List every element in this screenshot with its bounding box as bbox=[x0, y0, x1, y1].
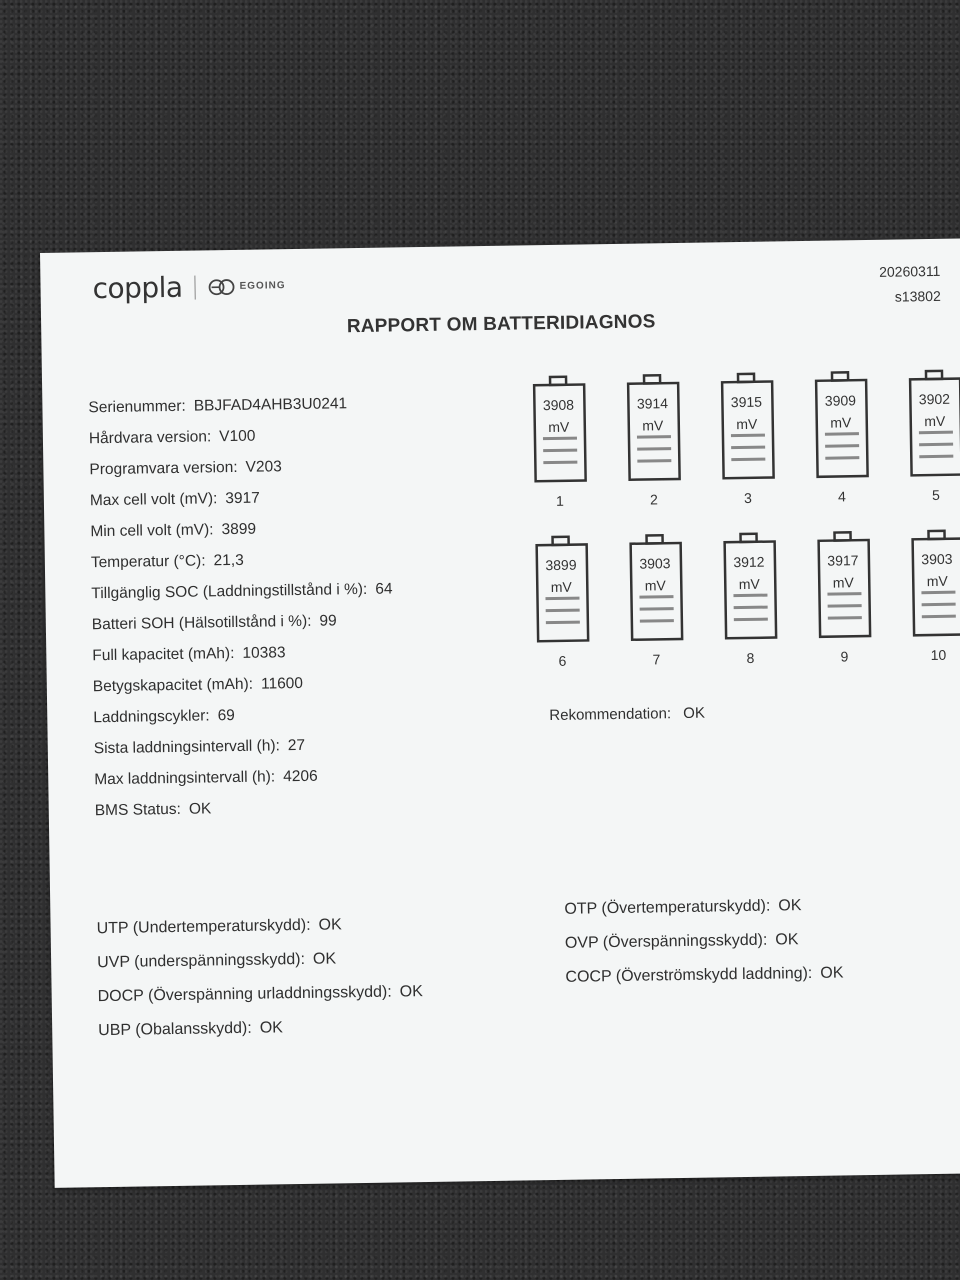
field-row bbox=[92, 635, 394, 671]
recommendation-label: Rekommendation: bbox=[549, 705, 672, 725]
cell-voltage: 3899 bbox=[545, 556, 577, 574]
cell-index: 3 bbox=[743, 489, 752, 506]
cell-index: 10 bbox=[930, 646, 947, 664]
protection-label: DOCP (Överspänning urladdningsskydd): bbox=[97, 983, 392, 1006]
field-row bbox=[94, 728, 396, 764]
coppla-logo-text: coppla bbox=[92, 270, 183, 306]
protection-label: OTP (Övertemperaturskydd): bbox=[564, 897, 771, 918]
battery-cell bbox=[908, 368, 960, 504]
battery-cell bbox=[814, 370, 876, 505]
battery-cell bbox=[910, 528, 960, 664]
cell-index: 7 bbox=[652, 651, 661, 668]
cell-voltage-unit: mV bbox=[924, 412, 946, 430]
battery-cell bbox=[532, 374, 594, 509]
battery-cell bbox=[534, 534, 596, 669]
field-value: BBJFAD4AHB3U0241 bbox=[193, 395, 348, 415]
protection-label: OVP (Överspänningsskydd): bbox=[564, 931, 768, 952]
field-label: Hårdvara version: bbox=[88, 428, 212, 448]
field-value: 69 bbox=[217, 706, 236, 725]
field-label: Batteri SOH (Hälsotillstånd i %): bbox=[91, 612, 312, 634]
cell-voltage-unit: mV bbox=[926, 572, 948, 590]
field-row bbox=[89, 450, 391, 486]
field-label: Min cell volt (mV): bbox=[90, 521, 214, 541]
protection-label: COCP (Överströmskydd laddning): bbox=[565, 964, 813, 986]
protection-label: UTP (Undertemperaturskydd): bbox=[96, 916, 311, 938]
cell-voltage-unit: mV bbox=[738, 575, 760, 593]
field-value: 3899 bbox=[221, 520, 257, 539]
field-row bbox=[93, 697, 395, 733]
field-label: Full kapacitet (mAh): bbox=[92, 644, 235, 665]
field-row bbox=[91, 574, 393, 610]
field-value: 10383 bbox=[242, 644, 286, 662]
protections-right bbox=[564, 888, 844, 994]
protection-row bbox=[97, 941, 423, 980]
cell-voltage-unit: mV bbox=[830, 414, 852, 431]
cell-index: 4 bbox=[837, 488, 846, 505]
field-row bbox=[95, 790, 397, 826]
field-row bbox=[90, 481, 392, 517]
protection-row bbox=[565, 956, 844, 994]
egoing-logo-icon bbox=[207, 277, 235, 295]
cell-voltage-unit: mV bbox=[736, 415, 758, 433]
cell-index: 8 bbox=[746, 649, 755, 666]
field-label: Laddningscykler: bbox=[93, 707, 210, 727]
protection-row bbox=[565, 922, 844, 960]
field-value: 11600 bbox=[260, 674, 304, 693]
field-row bbox=[89, 419, 391, 455]
report-title: RAPPORT OM BATTERIDIAGNOS bbox=[346, 311, 656, 338]
field-value: 64 bbox=[375, 580, 393, 598]
battery-cell bbox=[722, 531, 784, 666]
cell-voltage: 3909 bbox=[824, 392, 857, 409]
protection-label: UBP (Obalansskydd): bbox=[98, 1019, 252, 1040]
cell-voltage: 3902 bbox=[918, 390, 951, 408]
field-label: Sista laddningsintervall (h): bbox=[93, 737, 280, 758]
battery-cell bbox=[626, 373, 688, 508]
protection-value: OK bbox=[399, 983, 423, 1001]
cell-index: 9 bbox=[840, 648, 849, 665]
protection-value: OK bbox=[259, 1019, 284, 1037]
protection-row bbox=[96, 907, 422, 946]
protection-value: OK bbox=[820, 964, 844, 982]
recommendation-value: OK bbox=[683, 704, 706, 722]
protection-row bbox=[98, 1009, 424, 1048]
field-label: Programvara version: bbox=[89, 458, 238, 479]
protection-value: OK bbox=[318, 916, 342, 934]
report-ref: s13802 bbox=[894, 287, 941, 305]
field-row bbox=[92, 605, 394, 641]
cell-voltage: 3917 bbox=[827, 552, 859, 569]
field-row bbox=[88, 388, 390, 424]
protection-value: OK bbox=[312, 950, 337, 968]
cell-index: 6 bbox=[558, 652, 567, 669]
protection-value: OK bbox=[775, 931, 799, 949]
cell-voltage-unit: mV bbox=[642, 417, 664, 434]
cell-voltage-unit: mV bbox=[832, 574, 854, 591]
cell-voltage: 3908 bbox=[542, 396, 575, 414]
cell-voltage-unit: mV bbox=[550, 578, 572, 596]
field-value: V203 bbox=[245, 458, 282, 476]
field-label: Max cell volt (mV): bbox=[89, 490, 218, 510]
cell-voltage-unit: mV bbox=[548, 418, 570, 436]
field-value: 21,3 bbox=[213, 551, 244, 570]
egoing-logo-text: EGOING bbox=[239, 280, 286, 292]
protections-left bbox=[96, 907, 423, 1048]
protection-row bbox=[564, 888, 843, 926]
cell-voltage: 3912 bbox=[733, 553, 765, 571]
protection-value: OK bbox=[778, 897, 802, 915]
cell-voltage: 3903 bbox=[921, 550, 953, 568]
field-value: OK bbox=[188, 800, 212, 818]
protection-label: UVP (underspänningsskydd): bbox=[97, 950, 306, 972]
cell-index: 1 bbox=[555, 492, 564, 509]
field-label: Betygskapacitet (mAh): bbox=[92, 675, 254, 696]
protection-row bbox=[97, 975, 423, 1014]
battery-cell bbox=[628, 533, 690, 668]
field-value: 3917 bbox=[225, 489, 260, 508]
field-label: Max laddningsintervall (h): bbox=[94, 768, 276, 789]
field-row bbox=[90, 512, 392, 548]
cell-index: 5 bbox=[931, 486, 940, 504]
field-row bbox=[93, 666, 395, 702]
field-value: 99 bbox=[319, 612, 337, 630]
field-value: 27 bbox=[287, 736, 306, 755]
cell-voltage: 3915 bbox=[730, 393, 763, 411]
cell-index: 2 bbox=[649, 491, 658, 508]
field-value: V100 bbox=[219, 427, 256, 446]
field-label: Tillgänglig SOC (Laddningstillstånd i %): bbox=[91, 580, 368, 603]
brand-logo bbox=[92, 269, 286, 305]
battery-cells-grid bbox=[532, 368, 960, 695]
cell-voltage: 3914 bbox=[636, 395, 669, 412]
field-value: 4206 bbox=[283, 767, 318, 786]
cell-voltage-unit: mV bbox=[644, 577, 666, 594]
recommendation bbox=[549, 705, 705, 724]
battery-cell bbox=[720, 371, 782, 506]
field-label: Serienummer: bbox=[88, 397, 186, 417]
battery-cell bbox=[816, 530, 878, 665]
report-date: 20260311 bbox=[879, 262, 941, 280]
field-row bbox=[94, 759, 396, 795]
report-meta bbox=[879, 259, 941, 310]
field-label: BMS Status: bbox=[94, 800, 182, 820]
report-paper bbox=[40, 238, 960, 1188]
field-list bbox=[88, 388, 396, 827]
logo-divider bbox=[194, 275, 195, 299]
cell-voltage: 3903 bbox=[639, 555, 671, 572]
field-row bbox=[91, 543, 393, 579]
field-label: Temperatur (°C): bbox=[90, 552, 206, 572]
